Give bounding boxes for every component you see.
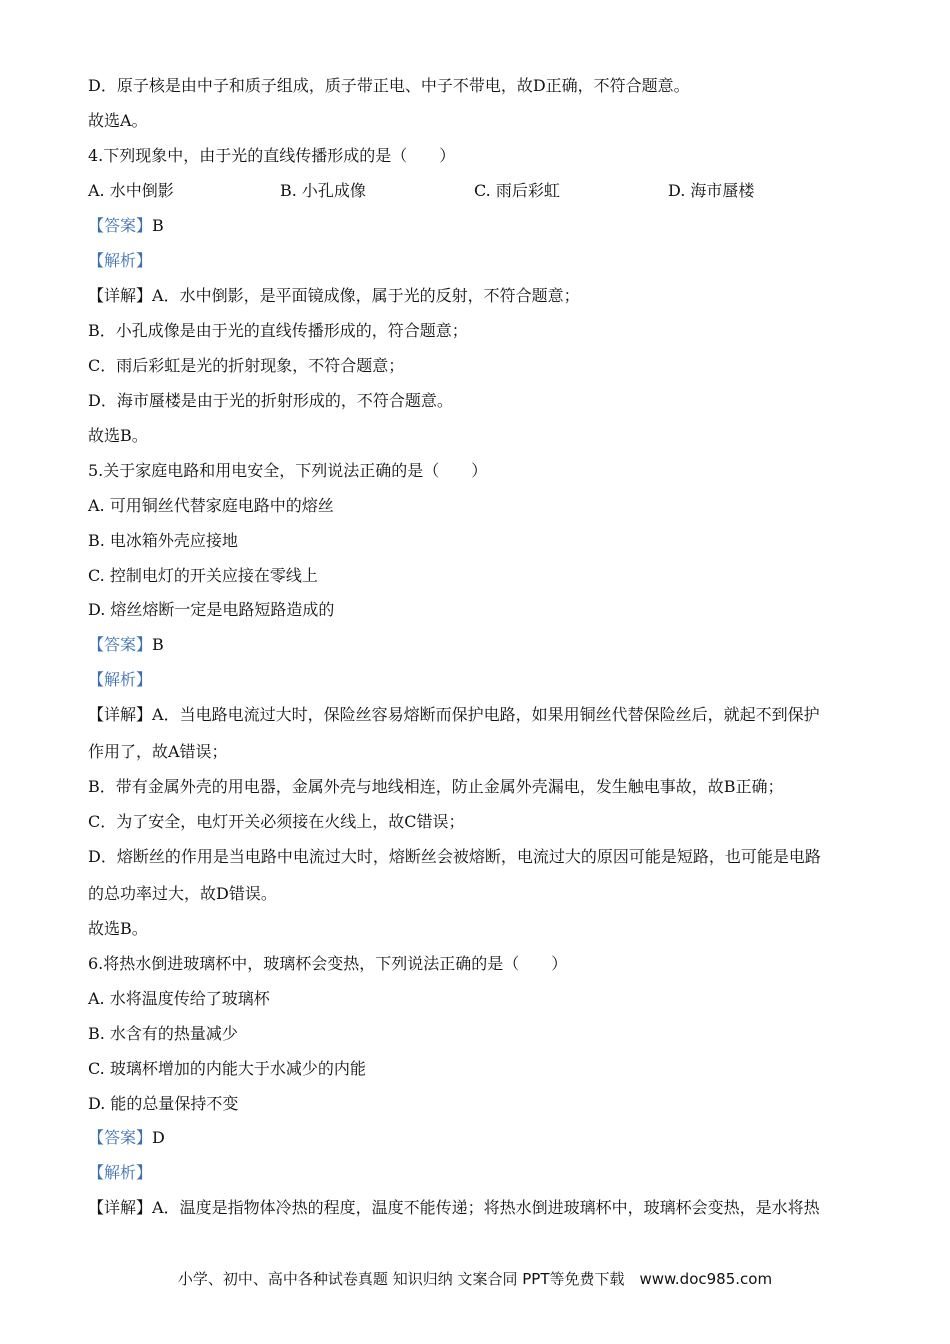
answer-value: B xyxy=(152,635,164,654)
question-4: 4.下列现象中，由于光的直线传播形成的是（ ） xyxy=(88,146,456,165)
text-line: D．海市蜃楼是由于光的折射形成的，不符合题意。 xyxy=(88,391,453,410)
detail-tag: 【详解】 xyxy=(88,705,153,724)
text-line: 故选A。 xyxy=(88,111,148,130)
answer-tag: 【答案】 xyxy=(88,635,153,654)
option-a: A. 水中倒影 xyxy=(88,181,174,200)
option-b: B. 电冰箱外壳应接地 xyxy=(88,531,238,550)
detail-line xyxy=(88,1197,878,1219)
option-c: C. 雨后彩虹 xyxy=(474,181,560,200)
answer-value: D xyxy=(152,1128,165,1147)
answer-tag: 【答案】 xyxy=(88,216,153,235)
text-line: 的总功率过大，故D错误。 xyxy=(88,884,277,903)
option-d: D. 海市蜃楼 xyxy=(668,181,755,200)
answer-line xyxy=(88,215,878,237)
page-footer: 小学、初中、高中各种试卷真题 知识归纳 文案合同 PPT等免费下载 www.doc985.com xyxy=(177,1270,773,1288)
option-b: B. 小孔成像 xyxy=(280,181,366,200)
detail-line xyxy=(88,704,878,726)
option-a: A. 可用铜丝代替家庭电路中的熔丝 xyxy=(88,496,334,515)
analysis-tag: 【解析】 xyxy=(88,670,153,689)
analysis-tag: 【解析】 xyxy=(88,251,153,270)
detail-line xyxy=(88,285,878,307)
question-4-options xyxy=(88,180,878,202)
answer-value: B xyxy=(152,216,164,235)
text-line: D．熔断丝的作用是当电路中电流过大时，熔断丝会被熔断，电流过大的原因可能是短路，也可能是电路 xyxy=(88,847,821,866)
answer-line xyxy=(88,634,878,656)
option-d: D. 能的总量保持不变 xyxy=(88,1094,239,1113)
answer-tag: 【答案】 xyxy=(88,1128,153,1147)
text-line: D．原子核是由中子和质子组成，质子带正电、中子不带电，故D正确，不符合题意。 xyxy=(88,76,690,95)
option-d: D. 熔丝熔断一定是电路短路造成的 xyxy=(88,600,335,619)
text-line: C．为了安全，电灯开关必须接在火线上，故C错误； xyxy=(88,812,465,831)
option-b: B. 水含有的热量减少 xyxy=(88,1024,238,1043)
detail-text: A．水中倒影，是平面镜成像，属于光的反射，不符合题意； xyxy=(152,286,580,305)
detail-text: A．温度是指物体冷热的程度，温度不能传递；将热水倒进玻璃杯中，玻璃杯会变热，是水将热 xyxy=(152,1198,820,1217)
text-line: C．雨后彩虹是光的折射现象，不符合题意； xyxy=(88,356,405,375)
text-line: B．小孔成像是由于光的直线传播形成的，符合题意； xyxy=(88,321,468,340)
option-c: C. 控制电灯的开关应接在零线上 xyxy=(88,566,318,585)
detail-text: A．当电路电流过大时，保险丝容易熔断而保护电路，如果用铜丝代替保险丝后，就起不到保护 xyxy=(152,705,820,724)
text-line: 作用了，故A错误； xyxy=(88,742,228,761)
question-6: 6.将热水倒进玻璃杯中，玻璃杯会变热，下列说法正确的是（ ） xyxy=(88,954,568,973)
option-c: C. 玻璃杯增加的内能大于水减少的内能 xyxy=(88,1059,366,1078)
text-line: 故选B。 xyxy=(88,426,148,445)
text-line: B．带有金属外壳的用电器，金属外壳与地线相连，防止金属外壳漏电，发生触电事故，故B正确； xyxy=(88,777,784,796)
answer-line xyxy=(88,1127,878,1149)
option-a: A. 水将温度传给了玻璃杯 xyxy=(88,989,270,1008)
detail-tag: 【详解】 xyxy=(88,286,153,305)
analysis-tag: 【解析】 xyxy=(88,1163,153,1182)
text-line: 故选B。 xyxy=(88,919,148,938)
question-5: 5.关于家庭电路和用电安全，下列说法正确的是（ ） xyxy=(88,461,488,480)
detail-tag: 【详解】 xyxy=(88,1198,153,1217)
